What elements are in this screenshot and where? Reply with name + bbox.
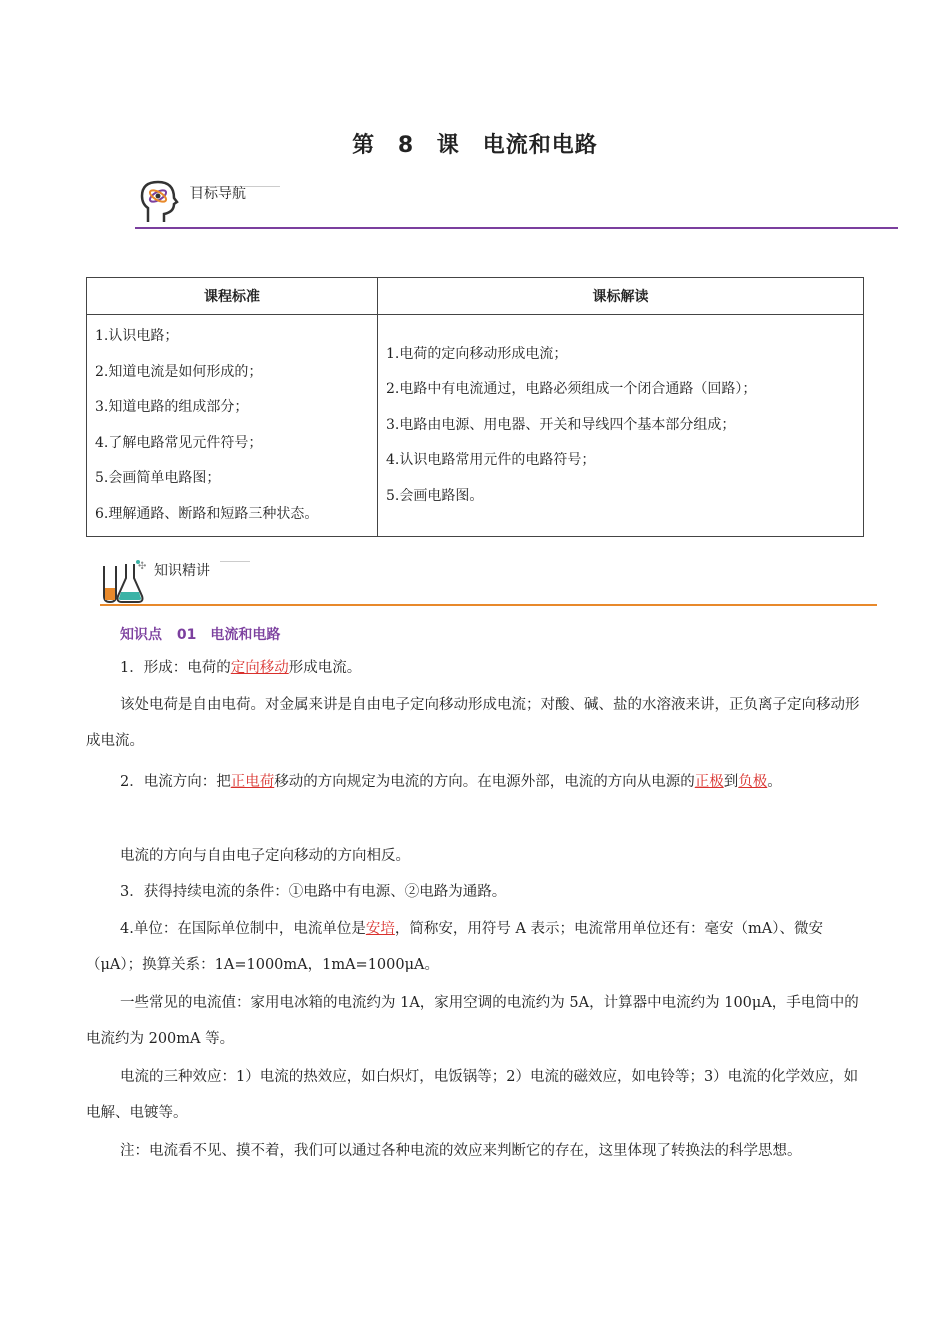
curriculum-table xyxy=(86,277,864,537)
list-item: 3.电路由电源、用电器、开关和导线四个基本部分组成； xyxy=(386,416,736,433)
list-item: 4.了解电路常见元件符号； xyxy=(95,434,263,451)
knowledge-label-underline xyxy=(220,561,250,562)
paragraph-electron-direction: 电流的方向与自由电子定向移动的方向相反。 xyxy=(120,848,410,864)
paragraph-common-values: 一些常见的电流值：家用电冰箱的电流约为 1A，家用空调的电流约为 5A，计算器中电流约为 100μA，手电筒中的电流约为 200mA 等。 xyxy=(86,995,859,1047)
list-item: 3.知道电路的组成部分； xyxy=(95,399,249,415)
key-term: 负极 xyxy=(738,774,768,790)
list-item: 4.认识电路常用元件的电路符号； xyxy=(386,452,596,469)
paragraph-effects: 电流的三种效应：1）电流的热效应，如白炽灯，电饭锅等；2）电流的磁效应，如电铃等；3）电流的化学效应，如电解、电镀等。 xyxy=(86,1069,859,1121)
paragraph-free-charge: 该处电荷是自由电荷。对金属来讲是自由电子定向移动形成电流；对酸、碱、盐的水溶液来讲，正负离子定向移动形成电流。 xyxy=(86,697,860,749)
list-item: 2.电路中有电流通过，电路必须组成一个闭合通路（回路）； xyxy=(386,381,757,398)
knowledge-point-title: 知识点 01 电流和电路 xyxy=(120,627,281,643)
paragraph-formation: 1．形成：电荷的定向移动形成电流。 xyxy=(120,660,362,676)
list-item: 1.电荷的定向移动形成电流； xyxy=(386,345,568,362)
section-label-goals: 目标导航 xyxy=(190,186,246,202)
list-item: 5.会画电路图。 xyxy=(386,487,484,504)
paragraph-note: 注：电流看不见、摸不着，我们可以通过各种电流的效应来判断它的存在，这里体现了转换法的科学思想。 xyxy=(120,1143,802,1159)
table-header-standard: 课程标准 xyxy=(87,278,378,315)
interpretation-list-cell xyxy=(378,315,864,537)
standard-list-cell xyxy=(87,315,378,537)
head-brain-icon xyxy=(136,178,180,226)
list-item: 1.认识电路； xyxy=(95,328,179,344)
paragraph-unit: 4.单位：在国际单位制中，电流单位是安培，简称安，用符号 A 表示；电流常用单位还有：毫安（mA）、微安（μA）；换算关系：1A=1000mA，1mA=1000μA。 xyxy=(86,921,824,973)
list-item: 5.会画简单电路图； xyxy=(95,470,221,486)
key-term: 定向移动 xyxy=(230,660,289,676)
list-item: 6.理解通路、断路和短路三种状态。 xyxy=(95,505,319,522)
sparkle-icon: ✣ xyxy=(138,561,147,572)
section-divider-orange xyxy=(100,604,877,606)
paragraph-conditions: 3．获得持续电流的条件：①电路中有电源、②电路为通路。 xyxy=(120,884,507,900)
table-header-interpretation: 课标解读 xyxy=(378,278,864,315)
list-item: 2.知道电流是如何形成的； xyxy=(95,363,263,380)
key-term: 正极 xyxy=(694,774,724,790)
key-term: 安培 xyxy=(365,921,395,937)
section-divider-purple xyxy=(135,227,898,229)
section-label-knowledge: 知识精讲 xyxy=(154,563,210,579)
paragraph-direction: 2．电流方向：把正电荷移动的方向规定为电流的方向。在电源外部，电流的方向从电源的正极到负极。 xyxy=(120,774,782,790)
key-term: 正电荷 xyxy=(230,774,275,790)
page-title: 第 8 课 电流和电路 xyxy=(352,133,598,158)
